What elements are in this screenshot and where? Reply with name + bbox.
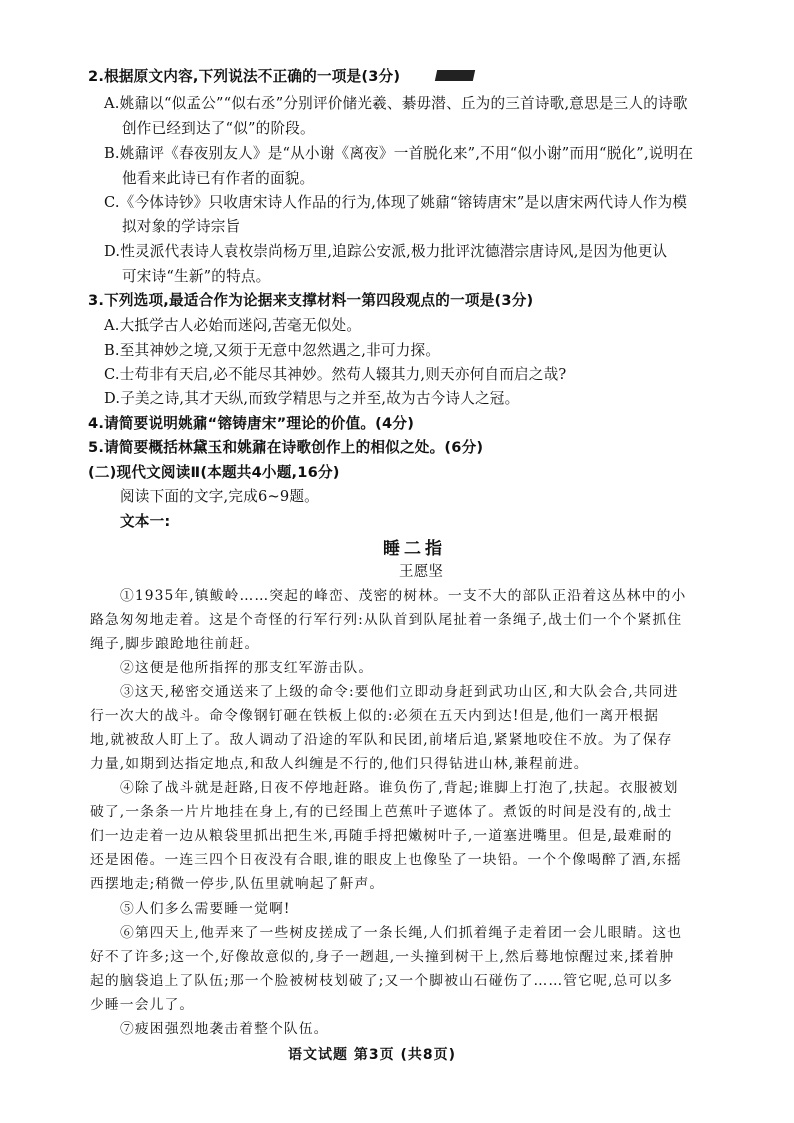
redaction-mark: [435, 70, 475, 81]
page-footer: 语文试题 第3页 (共8页): [288, 1047, 457, 1063]
text-label: 文本一:: [120, 513, 171, 530]
article-line: ①1935年,镇鲅岭……突起的峰峦、茂密的树林。一支不大的部队正沿着这丛林中的小: [120, 588, 687, 604]
q2-option-c-line2: 拟对象的学诗宗旨: [122, 218, 241, 235]
article-line: 路急匆匆地走着。这是个奇怪的行军行列:从队首到队尾扯着一条绳子,战士们一个个紧抓住: [90, 612, 683, 628]
article-line: 们一边走着一边从粮袋里抓出把生米,再随手捋把嫩树叶子,一道塞进嘴里。但是,最难耐的: [90, 828, 673, 844]
q2-option-b-line1: B.姚鼐评《春夜别友人》是“从小谢《离夜》一首脱化来”,不用“似小谢”而用“脱化”,说明在: [104, 145, 694, 162]
article-author: 王愿坚: [399, 564, 444, 580]
article-line: ③这天,秘密交通送来了上级的命令:要他们立即动身赶到武功山区,和大队会合,共同进: [120, 684, 679, 700]
q2-option-d-line2: 可宋诗“生新”的特点。: [122, 268, 271, 285]
article-line: 还是困倦。一连三四个日夜没有合眼,谁的眼皮上也像坠了一块铅。一个个像喝醉了酒,东摇: [90, 852, 682, 868]
article-line: 绳子,脚步踉跄地往前赶。: [90, 636, 260, 652]
q2-stem: 2.根据原文内容,下列说法不正确的一项是(3分): [88, 68, 401, 85]
article-line: 起的脑袋追上了队伍;那一个脸被树枝划破了;又一个脚被山石碰伤了……管它呢,总可以多: [90, 973, 674, 989]
q3-option-b: B.至其神妙之境,又须于无意中忽然遇之,非可力探。: [104, 342, 441, 359]
section-instruction: 阅读下面的文字,完成6~9题。: [120, 488, 319, 505]
q3-option-d: D.子美之诗,其才天纵,而致学精思与之并至,故为古今诗人之冠。: [104, 390, 520, 407]
article-line: 少睡一会儿了。: [90, 997, 195, 1013]
q2-option-a-line1: A.姚鼐以“似孟公”“似右丞”分别评价储光羲、綦毋潜、丘为的三首诗歌,意思是三人的诗歌: [104, 95, 688, 112]
article-line: 破了,一条条一片片地挂在身上,有的已经围上芭蕉叶子遮体了。煮饭的时间是没有的,战士: [90, 804, 673, 820]
q4-stem: 4.请简要说明姚鼐“镕铸唐宋”理论的价值。(4分): [88, 415, 415, 432]
article-line: 行一次大的战斗。命令像钢钉砸在铁板上似的:必须在五天内到达!但是,他们一离开根据: [90, 708, 660, 724]
article-line: 地,就被敌人盯上了。敌人调动了沿途的军队和民团,前堵后追,紧紧地咬住不放。为了保存: [90, 732, 673, 748]
q2-option-d-line1: D.性灵派代表诗人袁枚崇尚杨万里,追踪公安派,极力批评沈德潜宗唐诗风,是因为他更认: [104, 243, 668, 260]
article-line: 力量,如期到达指定地点,和敌人纠缠是不行的,他们只得钻进山林,兼程前进。: [90, 756, 589, 772]
q2-option-a-line2: 创作已经到达了“似”的阶段。: [122, 120, 315, 137]
section-heading: (二)现代文阅读Ⅱ(本题共4小题,16分): [88, 464, 340, 481]
article-line: ⑥第四天上,他弄来了一些树皮搓成了一条长绳,人们抓着绳子走着团一会儿眼睛。这也: [120, 925, 683, 941]
article-line: ②这便是他所指挥的那支红军游击队。: [120, 660, 374, 676]
article-line: ④除了战斗就是赶路,日夜不停地赶路。谁负伤了,背起;谁脚上打泡了,扶起。衣服被划: [120, 780, 679, 796]
q2-option-b-line2: 他看来此诗已有作者的面貌。: [122, 170, 315, 187]
article-line: 好不了许多;这一个,好像故意似的,身子一趔趄,一头撞到树干上,然后蓦地惊醒过来,揉着肿: [90, 949, 675, 965]
article-line: 西摆地走;稍微一停步,队伍里就响起了鼾声。: [90, 876, 385, 892]
q3-option-a: A.大抵学古人必始而迷闷,苦毫无似处。: [104, 317, 362, 334]
article-line: ⑦疲困强烈地袭击着整个队伍。: [120, 1021, 329, 1037]
article-line: ⑤人们多么需要睡一觉啊!: [120, 901, 291, 917]
article-title: 睡二指: [383, 539, 446, 559]
q3-stem: 3.下列选项,最适合作为论据来支撑材料一第四段观点的一项是(3分): [88, 292, 534, 309]
q3-option-c: C.士苟非有天启,必不能尽其神妙。然苟人辍其力,则天亦何自而启之哉?: [104, 366, 567, 383]
q2-option-c-line1: C.《今体诗钞》只收唐宋诗人作品的行为,体现了姚鼐“镕铸唐宋”是以唐宋两代诗人作为模: [104, 194, 688, 211]
q5-stem: 5.请简要概括林黛玉和姚鼐在诗歌创作上的相似之处。(6分): [88, 439, 484, 456]
